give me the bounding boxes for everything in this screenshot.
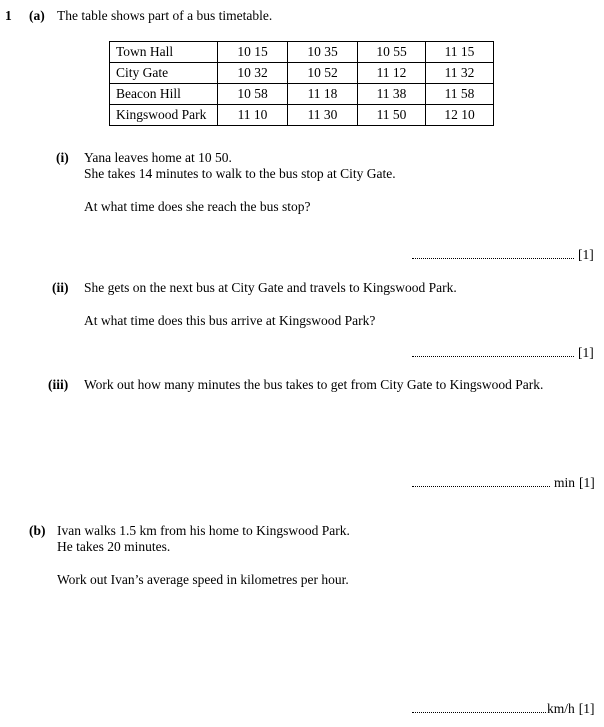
table-row bbox=[110, 84, 494, 105]
bus-timetable bbox=[109, 41, 494, 126]
part-a-intro: The table shows part of a bus timetable. bbox=[57, 8, 273, 23]
answer-field[interactable] bbox=[412, 346, 574, 357]
time-cell: 11 18 bbox=[288, 84, 358, 105]
marks-label: [1] bbox=[579, 475, 595, 490]
answer-field[interactable] bbox=[412, 248, 574, 259]
time-cell: 11 50 bbox=[358, 105, 426, 126]
part-b-line1: Ivan walks 1.5 km from his home to Kingswood Park. bbox=[57, 523, 350, 538]
part-a-i-line2: She takes 14 minutes to walk to the bus stop at City Gate. bbox=[84, 166, 396, 181]
answer-line-ii bbox=[412, 345, 594, 361]
answer-field[interactable] bbox=[412, 702, 546, 713]
time-cell: 11 38 bbox=[358, 84, 426, 105]
time-cell: 11 10 bbox=[218, 105, 288, 126]
marks-label: [1] bbox=[578, 247, 594, 262]
stop-name: Beacon Hill bbox=[110, 84, 218, 105]
part-b-line2: He takes 20 minutes. bbox=[57, 539, 171, 554]
time-cell: 11 32 bbox=[426, 63, 494, 84]
time-cell: 11 30 bbox=[288, 105, 358, 126]
unit-label: min bbox=[554, 475, 576, 490]
part-b-prompt: Work out Ivan’s average speed in kilometres per hour. bbox=[57, 572, 349, 587]
part-a-i-prompt: At what time does she reach the bus stop? bbox=[84, 199, 311, 214]
time-cell: 10 55 bbox=[358, 42, 426, 63]
time-cell: 10 58 bbox=[218, 84, 288, 105]
time-cell: 12 10 bbox=[426, 105, 494, 126]
table-row bbox=[110, 63, 494, 84]
part-a-ii-prompt: At what time does this bus arrive at Kingswood Park? bbox=[84, 313, 376, 328]
answer-field[interactable] bbox=[412, 476, 550, 487]
part-a-i-line1: Yana leaves home at 10 50. bbox=[84, 150, 232, 165]
question-number: 1 bbox=[5, 8, 12, 23]
part-a-ii-label: (ii) bbox=[52, 280, 69, 295]
part-a-iii-line1: Work out how many minutes the bus takes to get from City Gate to Kingswood Park. bbox=[84, 377, 544, 392]
answer-line-i bbox=[412, 247, 594, 263]
time-cell: 10 32 bbox=[218, 63, 288, 84]
table-row bbox=[110, 42, 494, 63]
time-cell: 11 15 bbox=[426, 42, 494, 63]
answer-line-iii bbox=[412, 475, 595, 491]
time-cell: 11 58 bbox=[426, 84, 494, 105]
marks-label: [1] bbox=[578, 701, 595, 716]
table-row bbox=[110, 105, 494, 126]
unit-label: km/h bbox=[547, 701, 575, 716]
answer-line-b bbox=[412, 701, 595, 717]
stop-name: Kingswood Park bbox=[110, 105, 218, 126]
time-cell: 11 12 bbox=[358, 63, 426, 84]
time-cell: 10 52 bbox=[288, 63, 358, 84]
part-a-i-label: (i) bbox=[56, 150, 69, 165]
part-a-iii-label: (iii) bbox=[48, 377, 69, 392]
stop-name: Town Hall bbox=[110, 42, 218, 63]
marks-label: [1] bbox=[578, 345, 594, 360]
part-a-label: (a) bbox=[29, 8, 45, 23]
time-cell: 10 15 bbox=[218, 42, 288, 63]
time-cell: 10 35 bbox=[288, 42, 358, 63]
stop-name: City Gate bbox=[110, 63, 218, 84]
part-b-label: (b) bbox=[29, 523, 46, 538]
part-a-ii-line1: She gets on the next bus at City Gate and travels to Kingswood Park. bbox=[84, 280, 457, 295]
